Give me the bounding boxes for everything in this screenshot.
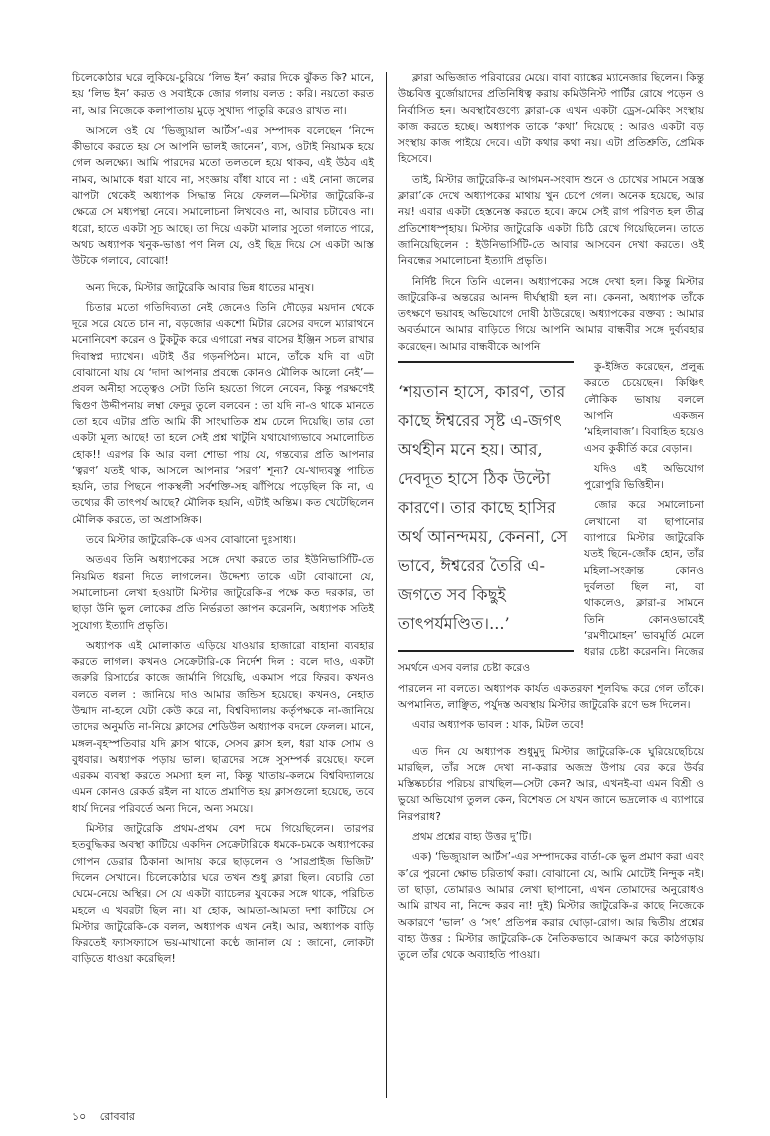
paragraph: অতএব তিনি অধ্যাপকের সঙ্গে দেখা করতে তার ইউনিভার্সিটি-তে নিয়মিত ধরনা দিতে লাগলেন। উদ্দেশ্য তাকে এটা বোঝানো যে, সমালোচনা লেখা হওয়াটা মিস্টার জাটুরেকি-র পক্ষে কত দরকার, তা ছাড়া উনি ভুল লোকের প্রতি নির্ভরতা জ্ঞাপন করেননি, অধ্যাপক সতিই সুযোগ্য ইত্যাদি প্রভৃতি। bbox=[72, 554, 374, 632]
paragraph: তাই, মিস্টার জাটুরেকি-র আগমন-সংবাদ শুনে ও চোখের সামনে সন্ত্রস্ত ক্লারা’কে দেখে অধ্যাপকের মাথায় খুন চেপে গেল। অনেক হয়েছে, আর নয়! এবার একটা হেস্তনেস্ত করতে হবে। ক্রমে সেই রাগ পরিণত হল তীব্র প্রতিশোধস্পৃহায়। মিস্টার জাটুরেকি একটা চিঠি রেখে গিয়েছিলেন। তাতে জানিয়েছিলেন : ইউনিভার্সিটি-তে আবার আসবেন দেখা করতে। ওই নিবন্ধের সমালোচনা ইত্যাদি প্রভৃতি। bbox=[398, 173, 704, 268]
column-divider bbox=[386, 72, 387, 1098]
paragraph: চিতার মতো গতিদিব্যতা নেই জেনেও তিনি দৌড়ের ময়দান থেকে দূরে সরে যেতে চান না, বড়জোর একশো মিটার রেসের বদলে ম্যারাথনে মনোনিবেশ করেন ও টুকটুক করে এগারো নম্বর বাসের ইঞ্জিন সচল রাখার দিবাস্বপ্ন দ্যাখেন। এটাই ওঁর গড়নপিঠন। মানে, তাঁকে যদি বা এটা বোঝানো যায় যে ‘দাদা আপনার প্রবন্ধে কোনও মৌলিক আলো নেই’—প্রবল অনীহা সত্ত্বেও সেটা তিনি হয়তো গিলে নেবেন, কিন্তু পরক্ষণেই দ্বিগুণ উদ্দীপনায় লম্বা ফেদুর তুলে বলবেন : তা যদি না-ও থাকে মানতে তো হবে এটার প্রতি আমি কী সাংঘাতিক শ্রম ঢেলে দিয়েছি। তার তো একটা মূল্য আছে! তা হলে সেই প্রশ্ন খাটুনি যথাযোগ্যভাবে সমালোচিত হোক!! এরপর কি আর বলা শোভা পায় যে, গন্তব্যের প্রতি আপনার ‘ত্বরণ’ যতই থাক, আসলে আপনার ‘সরণ’ শূন্য? যে-খাদ্যবস্তু পাচিত হয়নি, তার পিছনে পাকস্থলী সর্বশক্তি-সহ ঝাঁপিয়ে পড়েছিল কি না, এ তথ্যের কী তাৎপর্য আছে? মৌলিক হয়নি, এটাই অন্তিম। কত খেটেছিলেন মৌলিক করতে, তা অপ্রাসঙ্গিক। bbox=[72, 301, 374, 526]
pull-quote-text: ‘শয়তান হাসে, কারণ, তার কাছে ঈশ্বরের সৃষ্ট এ-জগৎ অর্থহীন মনে হয়। আর, দেবদূত হাসে ঠিক উল্টো কারণে। তার কাছে হাসির অর্থ আনন্দময়, কেননা, সে ভাবে, ঈশ্বরের তৈরি এ-জগতে সব কিছুই তাৎপর্যমণ্ডিত।...’ bbox=[398, 382, 568, 634]
page-number: ১০ bbox=[72, 1110, 87, 1123]
paragraph: প্রথম প্রশ্নের বাহ্য উত্তর দু’টি। bbox=[412, 831, 532, 844]
paragraph: তবে মিস্টার জাটুরেকি-কে এসব বোঝানো দুঃসাধ্য। bbox=[86, 534, 296, 547]
paragraph: এত দিন যে অধ্যাপক শুধুমুদু মিস্টার জাটুরেকি-কে ঘুরিয়েছেচিয়ে মারছিল, তাঁর সঙ্গে দেখা না-করার অজস্র উপায় বের করে উর্বর মস্তিষ্কচর্চার পরিচয় রাখছিল—সেটা কেন? আর, এখনই-বা এমন বিশ্রী ও ভুয়ো অভিযোগ তুলল কেন, বিশেষত সে যখন জানে ভদ্রলোক এ ব্যাপারে নিরপরাধ? bbox=[398, 745, 704, 823]
paragraph: চিলেকোঠার ঘরে লুকিয়ে-চুরিয়ে ‘লিভ ইন’ করার দিকে ঝুঁকত কি? মানে, হয় ‘লিভ ইন’ করত ও সবাইকে জোর গলায় বলত : করি। নয়তো করত না, আর নিজেকে কলাপাতায় মুড়ে সুখাদ্য পাতুরি করেও রাখত না। bbox=[72, 72, 374, 117]
paragraph: এবার অধ্যাপক ভাবল : যাক, মিটল তবে! bbox=[412, 719, 585, 732]
pull-quote-section bbox=[398, 359, 704, 681]
paragraph: যদিও এই অভিযোগ পুরোপুরি ভিত্তিহীন। bbox=[584, 462, 704, 492]
paragraph: পারলেন না বলতে। অধ্যাপক কার্যত একতরফা শূলবিদ্ধ করে গেল তাঁকে। অপমানিত, লাঞ্ছিত, পর্যুদস্ত অবস্থায় মিস্টার জাটুরেকি রণে ভঙ্গ দিলেন। bbox=[398, 682, 704, 711]
paragraph: ক্লারা অভিজাত পরিবারের মেয়ে। বাবা ব্যাঙ্কের ম্যানেজার ছিলেন। কিন্তু উচ্চবিত্ত বুর্জোয়াদের প্রতিনিধিত্ব করায় কমিউনিস্ট পার্টির রোষে পড়েন ও নির্বাসিত হন। অবস্থাবৈগুণ্যে ক্লারা-কে এখন একটা ড্রেস-মেকিং সংস্থায় কাজ করতে হচ্ছে। অধ্যাপক তাকে ‘কথা’ দিয়েছে : আরও একটা বড় সংস্থায় কাজ পাইয়ে দেবে। এটা কথার কথা নয়। এটা প্রতিশ্রুতি, প্রেমিক হিসেবে। bbox=[398, 72, 704, 166]
paragraph: নির্দিষ্ট দিনে তিনি এলেন। অধ্যাপকের সঙ্গে দেখা হল। কিন্তু মিস্টার জাটুরেকি-র অন্তরের আনন্দ দীর্ঘস্থায়ী হল না। কেননা, অধ্যাপক তাঁকে তৎক্ষণে ভয়াবহ অভিযোগে দোষী ঠাউরেছে। অধ্যাপকের বক্তব্য : আমার অবর্তমানে আমার বাড়িতে গিয়ে আপনি আমার বান্ধবীর সঙ্গে দুর্ব্যবহার করেছেন। আমার বান্ধবীকে আপনি bbox=[398, 275, 704, 353]
page-footer bbox=[72, 1108, 145, 1127]
right-column bbox=[398, 70, 704, 967]
pull-quote bbox=[398, 361, 574, 652]
paragraph: মিস্টার জাটুরেকি প্রথম-প্রথম বেশ দমে গিয়েছিলেন। তারপর হতবুদ্ধিকর অবস্থা কাটিয়ে একদিন সেক্রেটারিকে ধমকে-চমকে অধ্যাপকের গোপন ডেরার ঠিকানা আদায় করে ছাড়লেন ও ‘সারপ্রাইজ ভিজিট’ দিলেন সেখানে। চিলেকোঠার ঘরে তখন শুধু ক্লারা ছিল। বেচারি তো ঘেমে-নেয়ে অস্থির। সে যে একটা ব্যাচেলর যুবকের সঙ্গে থাকে, পরিচিত মহলে এ খবরটা ছিল না। যা হোক, আমতা-আমতা দশা কাটিয়ে সে মিস্টার জাটুরেকি-কে বলল, অধ্যাপক এখন নেই। আর, অধ্যাপক বাড়ি ফিরতেই ফ্যাসফ্যাসে ভয়-মাখানো কণ্ঠে জানাল যে : জানো, লোকটা বাড়িতে ধাওয়া করেছিল! bbox=[72, 823, 374, 966]
paragraph: কু-ইঙ্গিত করেছেন, প্রলুব্ধ করতে চেয়েছেন। কিঞ্চিৎ লৌকিক ভাষায় বললে আপনি একজন ‘মহিলাবাজ’। বিবাহিত হয়েও এসব কুকীর্তি করে বেড়ান। bbox=[584, 361, 704, 455]
paragraph: জোর করে সমালোচনা লেখানো বা ছাপানোর ব্যাপারে মিস্টার জাটুরেকি যতই ছিনে-জোঁক হোন, তাঁর মহিলা-সংক্রান্ত কোনও দুর্বলতা ছিল না, বা থাকলেও, ক্লারা-র সামনে তিনি কোনওভাবেই ‘রমণীমোহন’ ভাবমূর্তি মেলে ধরার চেষ্টা করেননি। নিজের সমর্থনে এসব বলার চেষ্টা করেও bbox=[398, 499, 704, 675]
left-column bbox=[72, 70, 374, 972]
magazine-name: রোববার bbox=[99, 1110, 135, 1123]
paragraph: অধ্যাপক এই মোলাকাত এড়িয়ে যাওয়ার হাজারো বাহানা ব্যবহার করতে লাগল। কখনও সেক্রেটারি-কে নির্দেশ দিল : বলে দাও, একটা জরুরি রিসার্চের কাজে জার্মানি গিয়েছি, একমাস পরে ফিরব। কখনও বলতে বলল : জানিয়ে দাও আমার জন্ডিস হয়েছে। কখনও, নেহাত উন্মাদ না-হলে যেটা কেউ করে না, বিশ্ববিদ্যালয় কর্তৃপক্ষকে না-জানিয়ে তাদের অনুমতি না-নিয়ে ক্লাসের শেডিউল অধ্যাপক বদলে ফেলল। মানে, মঙ্গল-বৃহস্পতিবার যদি ক্লাস থাকে, সেসব ক্লাস হল, ধরা যাক সোম ও বুধবার। অধ্যাপক পড়ায় ভাল। ছাত্রদের সঙ্গে সুসম্পর্ক রয়েছে। ফলে এরকম ব্যবস্থা করতে সমস্যা হল না, কিন্তু খাতায়-কলমে বিশ্ববিদ্যালয়ে এমন কোনও রেকর্ড রইল না যাতে প্রমাণিত হয় ক্লাসগুলো হয়েছে, তবে ধার্য দিনের পরিবর্তে অন্য দিনে, অন্য সময়ে। bbox=[72, 639, 374, 815]
paragraph: আসলে ওই যে ‘ভিজ্যুয়াল আর্টস’-এর সম্পাদক বলেছেন ‘নিন্দে কীভাবে করতে হয় সে আপনি ভালই জানেন’, ব্যস, ওটাই নিয়ামক হয়ে গেল অলক্ষ্যে। আমি পারদের মতো তলতলে হয়ে থাকব, এই উঠব এই নামব, আমাকে ধরা যাবে না, সংজ্ঞায় বাঁধা যাবে না : এই নোনা জলের ঝাপটা থেকেই অধ্যাপক সিদ্ধান্ত নিয়ে ফেলল—মিস্টার জাটুরেকি-র ক্ষেত্রে সে মধ্যপন্থা নেবে। সমালোচনা লিখবেও না, আবার চটাবেও না। ধরো, হাতে একটা সূচ আছে। তা দিয়ে একটা মালার সুতো গলাতে পারে, অথচ অধ্যাপক খনুক-ভাঙা পণ নিল যে, ওই ছিদ্র দিয়ে সে একটা আস্ত উটকে গলাবে, বোঝো! bbox=[72, 124, 374, 268]
paragraph: এক) ‘ভিজ্যুয়াল আর্টস’-এর সম্পাদকের বার্তা-কে ভুল প্রমাণ করা এবং ক’রে পুরনো ক্ষোভ চরিতার্থ করা। বোঝানো যে, আমি মোটেই নিন্দুক নই। তা ছাড়া, তোমারও আমার লেখা ছাপানো, এখন তোমাদের অনুরোধও আমি রাখব না, নিন্দে করব না! দুই) মিস্টার জাটুরেকি-র কাছে নিজেকে অকারণে ‘ভাল’ ও ‘সৎ’ প্রতিপন্ন করার ঘোড়া-রোগ। আর দ্বিতীয় প্রশ্নের বাহ্য উত্তর : মিস্টার জাটুরেকি-কে নৈতিকভাবে আক্রমণ করে কাঠগড়ায় তুলে তাঁর থেকে অব্যাহতি পাওয়া। bbox=[398, 851, 704, 962]
paragraph: অন্য দিকে, মিস্টার জাটুরেকি আবার ভিন্ন ধাতের মানুষ। bbox=[86, 281, 315, 294]
